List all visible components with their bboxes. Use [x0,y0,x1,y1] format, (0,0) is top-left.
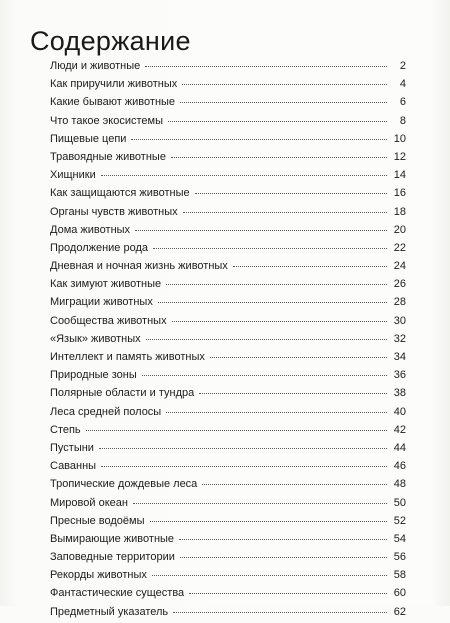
toc-dot-leader [99,448,387,449]
toc-dot-leader [86,430,387,431]
toc-page-number: 32 [393,332,406,345]
toc-entry-title: Сообщества животных [50,314,167,327]
toc-entry-title: Пресные водоёмы [50,514,145,527]
toc-entry-title: Дома животных [50,223,131,236]
toc-entry-title: Как зимуют животные [50,278,162,291]
toc-dot-leader [166,284,387,285]
toc-entry [50,496,406,514]
toc-entry-title: Органы чувств животных [50,205,178,218]
toc-dot-leader [146,339,387,340]
toc-entry-title: Степь [50,423,81,436]
toc-entry [50,295,406,313]
toc-entry [50,168,406,186]
toc-page-number: 60 [393,587,406,600]
toc-entry [50,368,406,386]
toc-dot-leader [189,593,387,594]
toc-entry-title: Дневная и ночная жизнь животных [50,260,228,273]
toc-dot-leader [142,375,387,376]
page-title: Содержание [30,26,191,57]
toc-entry [50,59,406,77]
toc-entry-title: Вымирающие животные [50,532,175,545]
toc-entry-title: Пустыни [50,441,94,454]
toc-dot-leader [233,266,387,267]
toc-page-number: 50 [393,496,406,509]
toc-entry [50,477,406,495]
toc-dot-leader [179,539,387,540]
toc-dot-leader [182,84,387,85]
toc-entry [50,77,406,95]
toc-entry-title: Рекорды животных [50,569,147,582]
toc-dot-leader [145,66,387,67]
toc-page-number: 36 [393,369,406,382]
toc-entry-title: Пищевые цепи [50,132,127,145]
toc-dot-leader [150,521,387,522]
toc-dot-leader [202,484,387,485]
toc-dot-leader [135,230,387,231]
toc-entry-title: Продолжение рода [50,241,149,254]
toc-page-number: 2 [399,60,406,72]
toc-dot-leader [173,612,387,613]
toc-page-number: 38 [393,387,406,400]
toc-entry [50,277,406,295]
toc-dot-leader [153,248,387,249]
toc-entry-title: Полярные области и тундра [50,387,195,400]
toc-entry-title: «Язык» животных [50,332,141,345]
toc-page-number: 56 [393,551,406,564]
toc-entry [50,514,406,532]
toc-dot-leader [101,175,387,176]
toc-page-number: 58 [393,569,406,582]
toc-entry [50,186,406,204]
toc-entry [50,441,406,459]
toc-entry [50,150,406,168]
toc-dot-leader [166,412,387,413]
toc-entry [50,205,406,223]
toc-page-number: 4 [399,78,406,91]
toc-dot-leader [171,157,387,158]
toc-page-number: 44 [393,441,406,454]
toc-page-number: 22 [393,241,406,254]
toc-entry [50,459,406,477]
toc-entry [50,568,406,586]
toc-entry-title: Мировой океан [50,496,128,509]
toc-page-number: 8 [399,114,406,127]
toc-dot-leader [172,321,387,322]
toc-entry [50,386,406,404]
toc-page-number: 28 [393,296,406,309]
toc-entry-title: Природные зоны [50,369,137,382]
toc-entry-title: Заповедные территории [50,551,175,564]
toc-entry [50,314,406,332]
toc-page-number: 62 [393,605,406,618]
toc-entry-title: Предметный указатель [50,605,169,618]
toc-dot-leader [152,575,387,576]
toc-entry-title: Тропические дождевые леса [50,478,198,491]
toc-page-number: 34 [393,351,406,363]
toc-entry [50,405,406,423]
toc-entry [50,132,406,150]
toc-entry-title: Интеллект и память животных [50,351,205,363]
toc-entry [50,350,406,368]
toc-entry [50,423,406,441]
toc-page-number: 24 [393,260,406,273]
toc-page-number: 42 [393,423,406,436]
toc-entry [50,586,406,604]
toc-entry-title: Как приручили животных [50,78,178,91]
toc-page-number: 16 [393,187,406,200]
toc-dot-leader [180,102,387,103]
toc-entry [50,259,406,277]
toc-dot-leader [183,212,387,213]
toc-dot-leader [210,357,387,358]
toc-entry-title: Люди и животные [50,60,141,72]
toc-entry [50,114,406,132]
toc-entry-title: Как защищаются животные [50,187,190,200]
toc-page-number: 26 [393,278,406,291]
toc-page-number: 12 [393,150,406,163]
toc-page-number: 20 [393,223,406,236]
toc-dot-leader [195,193,387,194]
toc-entry [50,605,406,623]
toc-page-number: 40 [393,405,406,418]
toc-page-number: 14 [393,169,406,182]
toc-page-number: 52 [393,514,406,527]
toc-page-number: 54 [393,532,406,545]
toc-dot-leader [131,139,387,140]
toc-entry-title: Травоядные животные [50,150,166,163]
toc-dot-leader [158,302,387,303]
toc-page-number: 18 [393,205,406,218]
toc-dot-leader [199,393,387,394]
toc-page-number: 30 [393,314,406,327]
toc-entry-title: Что такое экосистемы [50,114,163,127]
toc-entry [50,241,406,259]
toc-dot-leader [180,557,387,558]
toc-entry [50,550,406,568]
toc-entry-title: Фантастические существа [50,587,185,600]
toc-entry-title: Хищники [50,169,96,182]
toc-entry [50,223,406,241]
toc-dot-leader [133,503,387,504]
toc-entry-title: Леса средней полосы [50,405,162,418]
toc-dot-leader [101,466,387,467]
toc-entry [50,332,406,350]
toc-entry-title: Какие бывают животные [50,96,176,109]
toc-page-number: 48 [393,478,406,491]
toc-page-number: 46 [393,460,406,473]
toc-entry-title: Миграции животных [50,296,153,309]
toc-page-number: 6 [399,96,406,109]
toc-page-number: 10 [393,132,406,145]
toc-entry-title: Саванны [50,460,97,473]
toc-entry [50,532,406,550]
table-of-contents [50,59,406,623]
toc-dot-leader [168,121,387,122]
toc-entry [50,95,406,113]
